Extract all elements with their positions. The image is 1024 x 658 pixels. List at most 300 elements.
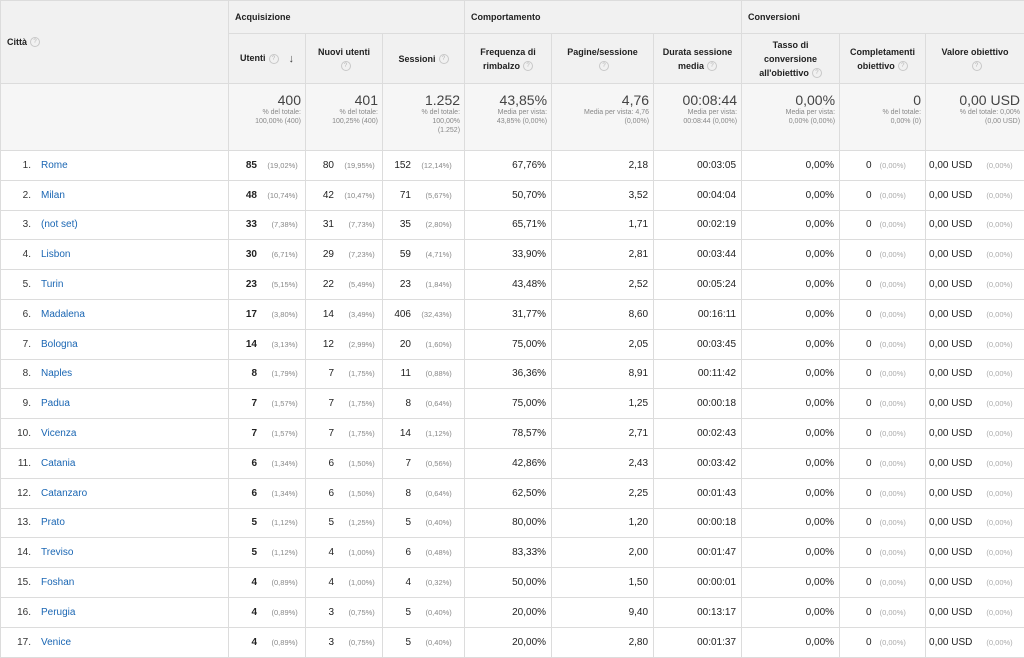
- users-percent: (7,38%): [271, 220, 298, 230]
- completions-percent: (0,00%): [879, 548, 906, 558]
- users-percent: (1,79%): [271, 369, 298, 379]
- new-users-percent: (1,75%): [348, 399, 375, 409]
- completions-percent: (0,00%): [879, 339, 906, 349]
- conversion-rate-cell: 0,00%: [742, 568, 840, 598]
- pages-per-session-cell: 1,20: [552, 508, 654, 538]
- goal-completions-cell: [840, 389, 926, 419]
- city-cell: [1, 538, 229, 568]
- sessions-cell: [383, 597, 465, 627]
- goal-completions-cell: [840, 299, 926, 329]
- sessions-percent: (0,40%): [425, 607, 452, 617]
- goal-value-cell: [926, 508, 1024, 538]
- completions-percent: (0,00%): [879, 399, 906, 409]
- new-users-cell: [306, 627, 383, 657]
- bounce-rate-cell: 65,71%: [465, 210, 552, 240]
- table-row: [1, 478, 1024, 508]
- row-rank: 8.: [22, 368, 31, 380]
- new-users-value: 31: [322, 219, 334, 231]
- goal-value-column-header[interactable]: Valore obiettivo ?: [926, 34, 1024, 84]
- new-users-percent: (10,47%): [344, 190, 375, 200]
- goal-value-value: 0,00 USD: [929, 219, 973, 231]
- conversion-rate-cell: 0,00%: [742, 359, 840, 389]
- goal-value-percent: (0,00%): [986, 399, 1013, 409]
- help-icon[interactable]: ?: [707, 61, 717, 71]
- city-link[interactable]: Perugia: [41, 606, 76, 618]
- new-users-percent: (7,23%): [348, 250, 375, 260]
- row-rank: 2.: [22, 189, 31, 201]
- table-row: [1, 568, 1024, 598]
- city-cell: [1, 299, 229, 329]
- sessions-percent: (1,84%): [425, 280, 452, 290]
- goal-value-cell: [926, 210, 1024, 240]
- conversion-rate-cell: 0,00%: [742, 597, 840, 627]
- avg-duration-cell: 00:00:01: [654, 568, 742, 598]
- avg-duration-cell: 00:03:42: [654, 448, 742, 478]
- totals-city-cell: [1, 84, 229, 151]
- city-link[interactable]: Padua: [41, 398, 70, 410]
- total-bounce-rate: 43,85% Media per vista: 43,85% (0,00%): [465, 84, 552, 151]
- goal-value-cell: [926, 419, 1024, 449]
- goal-completions-cell: [840, 270, 926, 300]
- users-cell: [229, 240, 306, 270]
- pages-per-session-cell: 2,25: [552, 478, 654, 508]
- avg-duration-cell: 00:01:37: [654, 627, 742, 657]
- completions-percent: (0,00%): [879, 369, 906, 379]
- new-users-cell: [306, 448, 383, 478]
- goal-completions-cell: [840, 508, 926, 538]
- table-row: [1, 210, 1024, 240]
- sessions-value: 152: [394, 159, 411, 171]
- bounce-rate-cell: 33,90%: [465, 240, 552, 270]
- city-link[interactable]: Catania: [41, 457, 76, 469]
- help-icon[interactable]: ?: [972, 61, 982, 71]
- sessions-percent: (0,56%): [425, 458, 452, 468]
- sessions-value: 11: [400, 368, 411, 380]
- help-icon[interactable]: ?: [523, 61, 533, 71]
- pages-per-session-cell: 2,80: [552, 627, 654, 657]
- city-link[interactable]: Lisbon: [41, 249, 71, 261]
- help-icon[interactable]: ?: [269, 54, 279, 64]
- goal-completions-cell: [840, 419, 926, 449]
- sessions-value: 8: [405, 398, 411, 410]
- city-link[interactable]: Treviso: [41, 547, 74, 559]
- pages-per-session-cell: 2,43: [552, 448, 654, 478]
- users-value: 7: [251, 398, 257, 410]
- city-cell: [1, 627, 229, 657]
- new-users-cell: [306, 210, 383, 240]
- users-cell: [229, 270, 306, 300]
- sessions-value: 59: [399, 249, 411, 261]
- bounce-rate-cell: 75,00%: [465, 389, 552, 419]
- users-cell: [229, 151, 306, 181]
- goal-value-percent: (0,00%): [986, 250, 1013, 260]
- bounce-rate-cell: 43,48%: [465, 270, 552, 300]
- row-rank: 14.: [17, 547, 31, 559]
- conversion-rate-cell: 0,00%: [742, 180, 840, 210]
- sort-descending-icon[interactable]: ↓: [288, 53, 294, 65]
- completions-value: 0: [866, 606, 872, 618]
- goal-value-cell: [926, 240, 1024, 270]
- sessions-percent: (12,14%): [421, 160, 452, 170]
- row-rank: 4.: [22, 249, 31, 261]
- row-rank: 17.: [17, 636, 31, 648]
- completions-value: 0: [866, 487, 872, 499]
- goal-value-value: 0,00 USD: [929, 636, 973, 648]
- users-cell: [229, 359, 306, 389]
- new-users-percent: (1,25%): [348, 518, 375, 528]
- users-cell: [229, 568, 306, 598]
- completions-value: 0: [866, 457, 872, 469]
- bounce-rate-cell: 36,36%: [465, 359, 552, 389]
- avg-duration-cell: 00:05:24: [654, 270, 742, 300]
- users-value: 4: [251, 636, 257, 648]
- city-link[interactable]: Rome: [41, 159, 68, 171]
- city-link[interactable]: Turin: [41, 279, 64, 291]
- goal-completions-cell: [840, 240, 926, 270]
- help-icon[interactable]: ?: [812, 68, 822, 78]
- pages-per-session-cell: 2,18: [552, 151, 654, 181]
- sessions-value: 71: [399, 189, 411, 201]
- completions-percent: (0,00%): [879, 190, 906, 200]
- avg-duration-cell: 00:03:05: [654, 151, 742, 181]
- new-users-value: 4: [328, 577, 334, 589]
- new-users-cell: [306, 419, 383, 449]
- sessions-percent: (4,71%): [425, 250, 452, 260]
- bounce-rate-cell: 20,00%: [465, 597, 552, 627]
- new-users-cell: [306, 329, 383, 359]
- acquisition-group-header: Acquisizione: [229, 1, 465, 34]
- sessions-value: 14: [399, 428, 411, 440]
- row-rank: 12.: [17, 487, 31, 499]
- users-percent: (19,02%): [267, 160, 298, 170]
- completions-value: 0: [866, 547, 872, 559]
- avg-duration-cell: 00:11:42: [654, 359, 742, 389]
- conversions-group-header: Conversioni: [742, 1, 1024, 34]
- new-users-percent: (2,99%): [348, 339, 375, 349]
- goal-value-cell: [926, 359, 1024, 389]
- city-link[interactable]: Naples: [41, 368, 73, 380]
- users-cell: [229, 597, 306, 627]
- city-cell: [1, 210, 229, 240]
- completions-percent: (0,00%): [879, 637, 906, 647]
- sessions-value: 6: [405, 547, 411, 559]
- users-value: 7: [251, 428, 257, 440]
- help-icon[interactable]: ?: [599, 61, 609, 71]
- table-row: [1, 299, 1024, 329]
- avg-duration-cell: 00:00:18: [654, 389, 742, 419]
- users-percent: (0,89%): [271, 607, 298, 617]
- table-row: [1, 240, 1024, 270]
- new-users-cell: [306, 359, 383, 389]
- completions-value: 0: [866, 249, 872, 261]
- goal-value-value: 0,00 USD: [929, 279, 973, 291]
- avg-duration-cell: 00:02:19: [654, 210, 742, 240]
- new-users-percent: (0,75%): [348, 607, 375, 617]
- new-users-percent: (1,75%): [348, 429, 375, 439]
- bounce-rate-cell: 78,57%: [465, 419, 552, 449]
- conversion-rate-cell: 0,00%: [742, 299, 840, 329]
- city-cell: [1, 180, 229, 210]
- goal-value-percent: (0,00%): [986, 518, 1013, 528]
- city-cell: [1, 270, 229, 300]
- sessions-percent: (1,60%): [425, 339, 452, 349]
- completions-value: 0: [866, 189, 872, 201]
- users-value: 14: [245, 338, 257, 350]
- goal-value-percent: (0,00%): [986, 160, 1013, 170]
- users-cell: [229, 389, 306, 419]
- sessions-percent: (0,64%): [425, 488, 452, 498]
- help-icon[interactable]: ?: [30, 37, 40, 47]
- sessions-cell: [383, 151, 465, 181]
- pages-per-session-column-header[interactable]: Pagine/sessione ?: [552, 34, 654, 84]
- city-link[interactable]: Venice: [41, 636, 72, 648]
- avg-duration-cell: 00:01:43: [654, 478, 742, 508]
- goal-completions-cell: [840, 359, 926, 389]
- conversion-rate-cell: 0,00%: [742, 627, 840, 657]
- completions-value: 0: [866, 279, 872, 291]
- new-users-value: 7: [328, 428, 334, 440]
- row-rank: 13.: [17, 517, 31, 529]
- new-users-cell: [306, 568, 383, 598]
- new-users-value: 12: [322, 338, 334, 350]
- new-users-cell: [306, 389, 383, 419]
- sessions-value: 5: [405, 606, 411, 618]
- city-cell: [1, 389, 229, 419]
- conversion-rate-cell: 0,00%: [742, 151, 840, 181]
- new-users-cell: [306, 478, 383, 508]
- goal-value-cell: [926, 270, 1024, 300]
- new-users-value: 22: [322, 279, 334, 291]
- city-column-header[interactable]: Città ?: [1, 1, 229, 84]
- goal-value-value: 0,00 USD: [929, 577, 973, 589]
- users-value: 5: [251, 517, 257, 529]
- row-rank: 16.: [17, 606, 31, 618]
- new-users-cell: [306, 151, 383, 181]
- avg-duration-cell: 00:13:17: [654, 597, 742, 627]
- goal-completions-cell: [840, 538, 926, 568]
- new-users-cell: [306, 538, 383, 568]
- city-link[interactable]: Milan: [41, 189, 65, 201]
- new-users-percent: (0,75%): [348, 637, 375, 647]
- table-row: [1, 627, 1024, 657]
- goal-value-value: 0,00 USD: [929, 368, 973, 380]
- goal-completions-cell: [840, 448, 926, 478]
- total-goal-completions: 0 % del totale: 0,00% (0): [840, 84, 926, 151]
- sessions-cell: [383, 240, 465, 270]
- goal-completions-cell: [840, 210, 926, 240]
- help-icon[interactable]: ?: [341, 61, 351, 71]
- city-link[interactable]: Vicenza: [41, 428, 77, 440]
- bounce-rate-column-header[interactable]: Frequenza di rimbalzo ?: [465, 34, 552, 84]
- users-column-header[interactable]: Utenti ? ↓: [229, 34, 306, 84]
- conversion-rate-cell: 0,00%: [742, 478, 840, 508]
- sessions-column-header[interactable]: Sessioni ?: [383, 34, 465, 84]
- new-users-value: 4: [328, 547, 334, 559]
- completions-value: 0: [866, 368, 872, 380]
- sessions-cell: [383, 329, 465, 359]
- goal-value-percent: (0,00%): [986, 369, 1013, 379]
- bounce-rate-cell: 67,76%: [465, 151, 552, 181]
- users-value: 6: [251, 487, 257, 499]
- sessions-cell: [383, 508, 465, 538]
- sessions-value: 4: [405, 577, 411, 589]
- goal-value-percent: (0,00%): [986, 429, 1013, 439]
- city-link[interactable]: Bologna: [41, 338, 78, 350]
- completions-value: 0: [866, 308, 872, 320]
- users-percent: (5,15%): [271, 280, 298, 290]
- avg-duration-cell: 00:00:18: [654, 508, 742, 538]
- city-cell: [1, 478, 229, 508]
- avg-duration-cell: 00:03:45: [654, 329, 742, 359]
- sessions-cell: [383, 180, 465, 210]
- goal-value-percent: (0,00%): [986, 578, 1013, 588]
- pages-per-session-cell: 1,50: [552, 568, 654, 598]
- bounce-rate-cell: 75,00%: [465, 329, 552, 359]
- sessions-percent: (0,40%): [425, 637, 452, 647]
- help-icon[interactable]: ?: [898, 61, 908, 71]
- new-users-cell: [306, 508, 383, 538]
- new-users-value: 7: [328, 398, 334, 410]
- goal-value-percent: (0,00%): [986, 488, 1013, 498]
- users-value: 30: [245, 249, 257, 261]
- new-users-percent: (7,73%): [348, 220, 375, 230]
- conversion-rate-cell: 0,00%: [742, 419, 840, 449]
- total-avg-duration: 00:08:44 Media per vista: 00:08:44 (0,00%): [654, 84, 742, 151]
- bounce-rate-cell: 50,70%: [465, 180, 552, 210]
- totals-row: [1, 84, 1024, 151]
- avg-duration-cell: 00:02:43: [654, 419, 742, 449]
- pages-per-session-cell: 8,60: [552, 299, 654, 329]
- table-row: [1, 270, 1024, 300]
- total-new-users: 401 % del totale: 100,25% (400): [306, 84, 383, 151]
- sessions-value: 8: [405, 487, 411, 499]
- completions-percent: (0,00%): [879, 220, 906, 230]
- new-users-value: 3: [328, 606, 334, 618]
- new-users-value: 6: [328, 457, 334, 469]
- sessions-value: 23: [399, 279, 411, 291]
- total-conversion-rate: 0,00% Media per vista: 0,00% (0,00%): [742, 84, 840, 151]
- completions-percent: (0,00%): [879, 458, 906, 468]
- completions-value: 0: [866, 636, 872, 648]
- goal-completions-cell: [840, 478, 926, 508]
- goal-value-percent: (0,00%): [986, 548, 1013, 558]
- city-cell: [1, 240, 229, 270]
- goal-value-value: 0,00 USD: [929, 487, 973, 499]
- table-row: [1, 448, 1024, 478]
- goal-completions-cell: [840, 151, 926, 181]
- sessions-cell: [383, 478, 465, 508]
- avg-duration-cell: 00:01:47: [654, 538, 742, 568]
- new-users-column-header[interactable]: Nuovi utenti ?: [306, 34, 383, 84]
- goal-completions-cell: [840, 329, 926, 359]
- completions-value: 0: [866, 398, 872, 410]
- table-row: [1, 359, 1024, 389]
- help-icon[interactable]: ?: [439, 54, 449, 64]
- completions-value: 0: [866, 428, 872, 440]
- new-users-percent: (5,49%): [348, 280, 375, 290]
- goal-value-cell: [926, 538, 1024, 568]
- completions-value: 0: [866, 159, 872, 171]
- sessions-cell: [383, 389, 465, 419]
- users-percent: (3,13%): [271, 339, 298, 349]
- completions-value: 0: [866, 517, 872, 529]
- city-cell: [1, 448, 229, 478]
- sessions-cell: [383, 359, 465, 389]
- completions-percent: (0,00%): [879, 578, 906, 588]
- new-users-cell: [306, 180, 383, 210]
- goal-completions-column-header[interactable]: Completamenti obiettivo ?: [840, 34, 926, 84]
- goal-value-cell: [926, 568, 1024, 598]
- city-link[interactable]: Foshan: [41, 577, 75, 589]
- pages-per-session-cell: 8,91: [552, 359, 654, 389]
- city-link[interactable]: Madalena: [41, 308, 85, 320]
- new-users-value: 14: [322, 308, 334, 320]
- total-goal-value: 0,00 USD % del totale: 0,00% (0,00 USD): [926, 84, 1024, 151]
- goal-value-value: 0,00 USD: [929, 159, 973, 171]
- conversion-rate-cell: 0,00%: [742, 448, 840, 478]
- users-value: 23: [245, 279, 257, 291]
- city-link[interactable]: Prato: [41, 517, 65, 529]
- sessions-cell: [383, 448, 465, 478]
- sessions-cell: [383, 210, 465, 240]
- table-row: [1, 508, 1024, 538]
- new-users-value: 7: [328, 368, 334, 380]
- goal-value-value: 0,00 USD: [929, 606, 973, 618]
- avg-session-duration-column-header[interactable]: Durata sessione media ?: [654, 34, 742, 84]
- table-row: [1, 597, 1024, 627]
- city-cell: [1, 419, 229, 449]
- bounce-rate-cell: 31,77%: [465, 299, 552, 329]
- city-cell: [1, 508, 229, 538]
- sessions-cell: [383, 419, 465, 449]
- goal-completions-cell: [840, 597, 926, 627]
- goal-conversion-rate-column-header[interactable]: Tasso di conversione all'obiettivo ?: [742, 34, 840, 84]
- conversion-rate-cell: 0,00%: [742, 389, 840, 419]
- sessions-cell: [383, 627, 465, 657]
- conversion-rate-cell: 0,00%: [742, 210, 840, 240]
- city-link[interactable]: Catanzaro: [41, 487, 88, 499]
- completions-value: 0: [866, 338, 872, 350]
- completions-percent: (0,00%): [879, 250, 906, 260]
- new-users-percent: (3,49%): [348, 309, 375, 319]
- users-percent: (1,57%): [271, 429, 298, 439]
- users-cell: [229, 508, 306, 538]
- goal-value-cell: [926, 299, 1024, 329]
- city-cell: [1, 359, 229, 389]
- conversion-rate-cell: 0,00%: [742, 508, 840, 538]
- new-users-value: 80: [322, 159, 334, 171]
- new-users-value: 3: [328, 636, 334, 648]
- users-value: 6: [251, 457, 257, 469]
- goal-value-cell: [926, 389, 1024, 419]
- users-percent: (1,34%): [271, 488, 298, 498]
- goal-completions-cell: [840, 627, 926, 657]
- bounce-rate-cell: 42,86%: [465, 448, 552, 478]
- sessions-cell: [383, 568, 465, 598]
- conversion-rate-cell: 0,00%: [742, 270, 840, 300]
- users-cell: [229, 419, 306, 449]
- pages-per-session-cell: 2,71: [552, 419, 654, 449]
- new-users-cell: [306, 299, 383, 329]
- avg-duration-cell: 00:03:44: [654, 240, 742, 270]
- table-row: [1, 151, 1024, 181]
- sessions-percent: (32,43%): [421, 309, 452, 319]
- completions-percent: (0,00%): [879, 518, 906, 528]
- pages-per-session-cell: 2,52: [552, 270, 654, 300]
- avg-duration-cell: 00:04:04: [654, 180, 742, 210]
- city-link[interactable]: (not set): [41, 219, 78, 231]
- sessions-cell: [383, 299, 465, 329]
